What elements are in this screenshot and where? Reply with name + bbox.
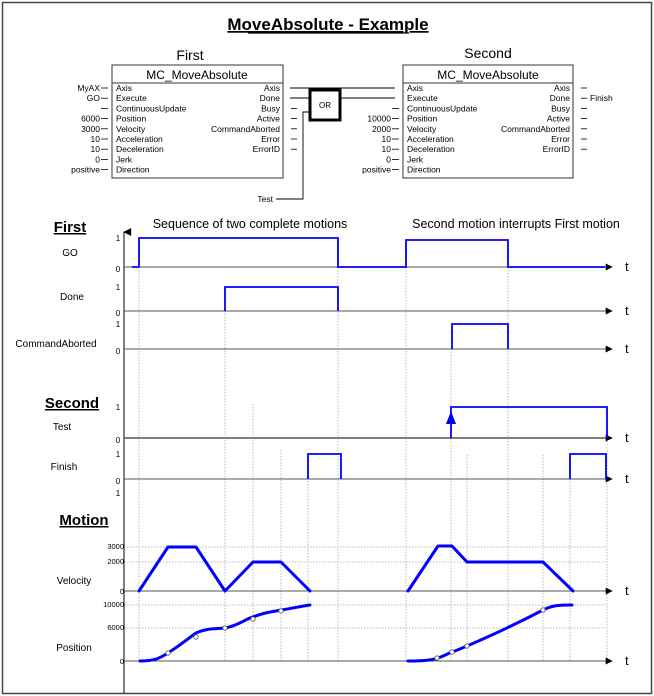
- second-block-type: MC_MoveAbsolute: [437, 68, 539, 82]
- input-value: positive: [362, 164, 391, 175]
- input-pin-continuousupdate: ContinuousUpdate: [407, 103, 478, 114]
- analog-tick-label: 0: [119, 587, 124, 596]
- signal-label: GO: [62, 248, 78, 259]
- input-pin-velocity: Velocity: [116, 123, 146, 134]
- input-pin-deceleration: Deceleration: [407, 144, 455, 155]
- input-value: 10: [381, 134, 391, 144]
- input-value: GO: [86, 93, 100, 104]
- time-axis-label: t: [625, 583, 629, 598]
- input-pin-position: Position: [407, 113, 438, 124]
- waypoint-marker: [223, 626, 227, 630]
- signal-label: Finish: [50, 462, 78, 473]
- section-second: Second: [44, 395, 100, 412]
- annotation-left: Sequence of two complete motions: [152, 217, 348, 231]
- input-value: 10000: [367, 113, 391, 124]
- time-axis-label: t: [625, 653, 629, 668]
- input-pin-direction: Direction: [116, 164, 150, 175]
- level-low-label: 0: [115, 265, 121, 274]
- output-pin-busy: Busy: [551, 103, 570, 114]
- input-value: 3000: [81, 123, 100, 134]
- output-pin-done: Done: [259, 93, 280, 104]
- output-value: Finish: [590, 93, 613, 104]
- input-value: 6000: [81, 113, 100, 124]
- level-high-label: 1: [115, 403, 121, 412]
- level-high-label: 1: [115, 450, 121, 459]
- time-axis-label: t: [625, 303, 629, 318]
- input-pin-direction: Direction: [407, 164, 441, 175]
- time-axis-label: t: [625, 471, 629, 486]
- signal-label: Velocity: [56, 576, 92, 587]
- input-value: 0: [386, 154, 391, 165]
- input-pin-acceleration: Acceleration: [116, 134, 163, 144]
- time-axis-label: t: [625, 430, 629, 445]
- level-high-label: 1: [115, 234, 121, 243]
- output-pin-commandaborted: CommandAborted: [501, 123, 570, 134]
- analog-tick-label: 6000: [107, 623, 124, 632]
- level-high-label: 1: [115, 283, 121, 292]
- level-low-label: 0: [115, 477, 121, 486]
- input-pin-jerk: Jerk: [116, 154, 133, 165]
- waypoint-marker: [450, 650, 454, 654]
- waypoint-marker: [279, 609, 283, 613]
- analog-tick-label: 0: [119, 657, 124, 666]
- section-first: First: [53, 219, 87, 236]
- input-value: MyAX: [77, 83, 100, 93]
- signal-label: Test: [52, 422, 72, 433]
- input-pin-acceleration: Acceleration: [407, 134, 454, 144]
- second-instance-name: Second: [464, 45, 512, 61]
- level-high-label: 1: [115, 320, 121, 329]
- signal-label: CommandAborted: [15, 339, 97, 350]
- level-low-label: 0: [115, 436, 121, 445]
- input-value: 10: [381, 144, 391, 155]
- output-pin-active: Active: [546, 113, 570, 124]
- signal-label: Done: [60, 292, 84, 303]
- time-axis-label: t: [625, 341, 629, 356]
- input-pin-execute: Execute: [407, 93, 438, 104]
- analog-tick-label: 10000: [103, 600, 124, 609]
- level-high-label: 1: [115, 489, 121, 498]
- input-value: 10: [90, 134, 100, 144]
- output-pin-busy: Busy: [261, 103, 280, 114]
- time-axis-label: t: [625, 259, 629, 274]
- first-block-type: MC_MoveAbsolute: [146, 68, 248, 82]
- signal-label: Position: [56, 643, 92, 654]
- input-pin-execute: Execute: [116, 93, 147, 104]
- first-instance-name: First: [176, 47, 204, 63]
- page-title: MoveAbsolute - Example: [227, 15, 429, 34]
- test-input-label: Test: [257, 194, 273, 204]
- input-value: positive: [71, 164, 100, 175]
- waypoint-marker: [541, 608, 545, 612]
- level-low-label: 0: [115, 309, 121, 318]
- input-pin-continuousupdate: ContinuousUpdate: [116, 103, 187, 114]
- output-pin-done: Done: [549, 93, 570, 104]
- waypoint-marker: [194, 635, 198, 639]
- waypoint-marker: [166, 651, 170, 655]
- waypoint-marker: [435, 656, 439, 660]
- waypoint-marker: [251, 617, 255, 621]
- input-pin-jerk: Jerk: [407, 154, 424, 165]
- input-pin-position: Position: [116, 113, 147, 124]
- input-pin-velocity: Velocity: [407, 123, 437, 134]
- output-pin-errorid: ErrorID: [252, 144, 280, 155]
- input-value: 10: [90, 144, 100, 155]
- analog-tick-label: 3000: [107, 542, 124, 551]
- waypoint-marker: [465, 644, 469, 648]
- analog-tick-label: 2000: [107, 557, 124, 566]
- or-gate: [310, 90, 340, 120]
- level-low-label: 0: [115, 347, 121, 356]
- input-pin-axis: Axis: [116, 83, 133, 93]
- output-pin-error: Error: [551, 134, 570, 144]
- input-pin-axis: Axis: [407, 83, 424, 93]
- input-pin-deceleration: Deceleration: [116, 144, 164, 155]
- output-pin-active: Active: [256, 113, 280, 124]
- output-pin-axis: Axis: [263, 83, 280, 93]
- output-pin-commandaborted: CommandAborted: [211, 123, 280, 134]
- output-pin-errorid: ErrorID: [542, 144, 570, 155]
- input-value: 0: [95, 154, 100, 165]
- or-gate-label: OR: [319, 101, 331, 110]
- output-pin-axis: Axis: [553, 83, 570, 93]
- annotation-right: Second motion interrupts First motion: [412, 217, 620, 231]
- input-value: 2000: [372, 123, 391, 134]
- section-motion: Motion: [59, 512, 109, 529]
- output-pin-error: Error: [261, 134, 280, 144]
